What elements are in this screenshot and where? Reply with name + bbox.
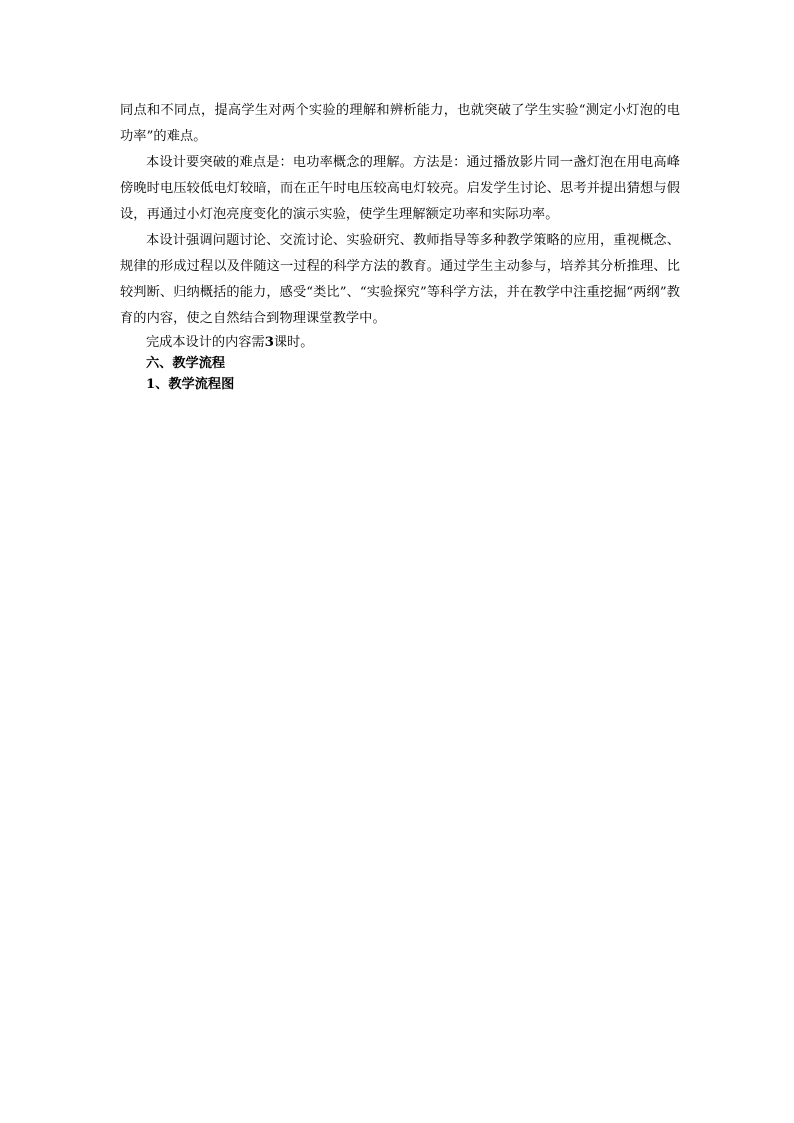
lesson-count-line: [120, 332, 680, 353]
lesson-count-prefix: 完成本设计的内容需: [146, 335, 265, 350]
paragraph-continuation: 同点和不同点，提高学生对两个实验的理解和辨析能力，也就突破了学生实验“测定小灯泡的电功率”的难点。: [120, 103, 680, 144]
lesson-count-number: 3: [264, 335, 274, 350]
paragraph-difficulty: 本设计要突破的难点是：电功率概念的理解。方法是：通过播放影片同一盏灯泡在用电高峰傍晚时电压较低电灯较暗，而在正午时电压较高电灯较亮。启发学生讨论、思考并提出猜想与假设，再通过小灯泡亮度变化的演示实验，使学生理解额定功率和实际功率。: [120, 155, 680, 222]
section-heading: 六、教学流程: [146, 356, 226, 371]
lesson-count-suffix: 课时。: [273, 335, 314, 350]
document-body: [120, 98, 680, 395]
sub-heading: 1、教学流程图: [146, 377, 235, 392]
paragraph-strategy: 本设计强调问题讨论、交流讨论、实验研究、教师指导等多种教学策略的应用，重视概念、规律的形成过程以及伴随这一过程的科学方法的教育。通过学生主动参与，培养其分析推理、比较判断、归纳概括的能力，感受“类比”、“实验探究”等科学方法，并在教学中注重挖掘“两纲”教育的内容，使之自然结合到物理课堂教学中。: [120, 233, 680, 326]
